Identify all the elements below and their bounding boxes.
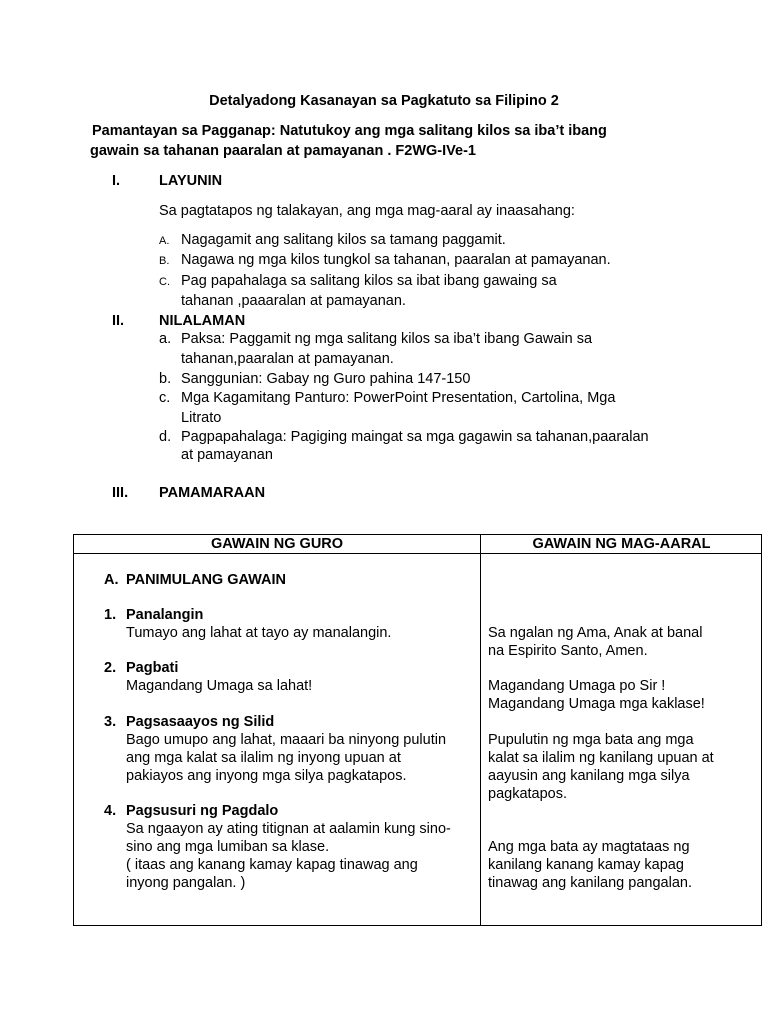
- teacher-line: pakiayos ang inyong mga silya pagkatapos.: [126, 768, 407, 784]
- performance-standard-line-2: gawain sa tahanan paaralan at pamayanan . F2WG-IVe-1: [90, 143, 476, 159]
- student-line: Magandang Umaga po Sir !: [488, 678, 666, 694]
- step-number: 1.: [104, 607, 117, 623]
- student-line: pagkatapos.: [488, 786, 568, 802]
- item-text: Pagpapahalaga: Pagiging maingat sa mga gagawin sa tahanan,paaralan: [181, 429, 649, 445]
- student-line: Pupulutin ng mga bata ang mga: [488, 732, 694, 748]
- section-heading-nilalaman: NILALAMAN: [159, 313, 246, 329]
- activity-table: [73, 534, 762, 926]
- column-divider: [480, 535, 481, 925]
- item-text: Pag papahalaga sa salitang kilos sa ibat ibang gawaing sa: [181, 273, 557, 289]
- item-text: Mga Kagamitang Panturo: PowerPoint Presentation, Cartolina, Mga: [181, 390, 616, 406]
- table-section-title: PANIMULANG GAWAIN: [126, 572, 287, 588]
- student-line: Sa ngalan ng Ama, Anak at banal: [488, 625, 703, 641]
- step-title: Panalangin: [126, 607, 204, 623]
- teacher-line: Sa ngaayon ay ating titignan at aalamin kung sino-: [126, 821, 451, 837]
- student-line: Ang mga bata ay magtataas ng: [488, 839, 690, 855]
- student-line: aayusin ang kanilang mga silya: [488, 768, 690, 784]
- student-line: tinawag ang kanilang pangalan.: [488, 875, 692, 891]
- teacher-line: sino ang mga lumiban sa klase.: [126, 839, 330, 855]
- item-letter: d.: [159, 429, 172, 445]
- item-letter: B.: [159, 255, 170, 267]
- document-title: Detalyadong Kasanayan sa Pagkatuto sa Filipino 2: [209, 93, 559, 109]
- header-student-activity: GAWAIN NG MAG-AARAL: [532, 536, 711, 552]
- student-line: kalat sa ilalim ng kanilang upuan at: [488, 750, 714, 766]
- item-letter: c.: [159, 390, 171, 406]
- item-text: at pamayanan: [181, 447, 273, 463]
- teacher-line: ang mga kalat sa ilalim ng inyong upuan at: [126, 750, 401, 766]
- student-line: kanilang kanang kamay kapag: [488, 857, 684, 873]
- item-text: tahanan,paaralan at pamayanan.: [181, 351, 394, 367]
- header-teacher-activity: GAWAIN NG GURO: [210, 536, 344, 552]
- section-numeral: III.: [112, 485, 129, 501]
- item-letter: a.: [159, 331, 172, 347]
- section-numeral: I.: [112, 173, 121, 189]
- header-divider: [74, 553, 761, 554]
- table-section-label: A.: [104, 572, 119, 588]
- step-title: Pagsusuri ng Pagdalo: [126, 803, 279, 819]
- item-letter: A.: [159, 235, 170, 247]
- teacher-line: inyong pangalan. ): [126, 875, 246, 891]
- item-letter: b.: [159, 371, 172, 387]
- performance-standard-line-1: Pamantayan sa Pagganap: Natutukoy ang mga salitang kilos sa iba’t ibang: [92, 123, 607, 139]
- item-text: Litrato: [181, 410, 222, 426]
- section-intro: Sa pagtatapos ng talakayan, ang mga mag-aaral ay inaasahang:: [159, 203, 575, 219]
- teacher-line: ( itaas ang kanang kamay kapag tinawag ang: [126, 857, 418, 873]
- item-text: Nagagamit ang salitang kilos sa tamang paggamit.: [181, 232, 506, 248]
- teacher-line: Magandang Umaga sa lahat!: [126, 678, 313, 694]
- step-title: Pagsasaayos ng Silid: [126, 714, 275, 730]
- item-text: tahanan ,paaaralan at pamayanan.: [181, 293, 406, 309]
- item-letter: C.: [159, 276, 170, 288]
- step-title: Pagbati: [126, 660, 179, 676]
- student-line: na Espirito Santo, Amen.: [488, 643, 648, 659]
- step-number: 2.: [104, 660, 117, 676]
- item-text: Nagawa ng mga kilos tungkol sa tahanan, paaralan at pamayanan.: [181, 252, 611, 268]
- section-numeral: II.: [112, 313, 125, 329]
- item-text: Sanggunian: Gabay ng Guro pahina 147-150: [181, 371, 471, 387]
- item-text: Paksa: Paggamit ng mga salitang kilos sa iba’t ibang Gawain sa: [181, 331, 593, 347]
- step-number: 4.: [104, 803, 117, 819]
- teacher-line: Tumayo ang lahat at tayo ay manalangin.: [126, 625, 392, 641]
- student-line: Magandang Umaga mga kaklase!: [488, 696, 705, 712]
- section-heading-pamamaraan: PAMAMARAAN: [159, 485, 266, 501]
- step-number: 3.: [104, 714, 117, 730]
- section-heading-layunin: LAYUNIN: [159, 173, 223, 189]
- teacher-line: Bago umupo ang lahat, maaari ba ninyong pulutin: [126, 732, 447, 748]
